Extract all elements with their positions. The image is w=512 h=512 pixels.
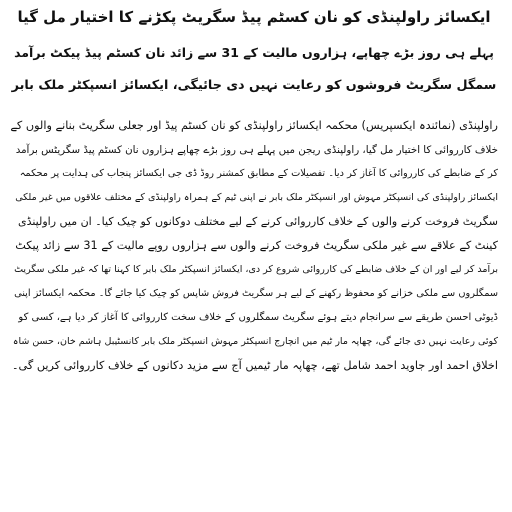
body-line: سگریٹ فروخت کرنے والوں کے خلاف کارروائی کرنے کے لیے مختلف دوکانوں کو چیک کیا۔ ان میں راولپنڈی [17, 215, 498, 228]
body-line: ایکسائز راولپنڈی کی انسپکٹر مہوش اور انسپکٹر ملک بابر نے اپنی ٹیم کے ہمراہ راولپنڈی کے مختلف علاقوں میں غیر ملکی [15, 192, 498, 203]
body-line: کوئی رعایت نہیں دی جائے گی، چھاپہ مار ٹیم میں انچارج انسپکٹر مہوش انسپکٹر ملک بابر کانسٹیبل ہاشم خان، حسن شاہ [12, 336, 498, 347]
subheadline-1: پہلے ہی روز بڑے چھاپے، ہزاروں مالیت کے 31 سے زائد نان کسٹم پیڈ پیکٹ برآمد [14, 45, 494, 60]
subheadline-2: سمگل سگریٹ فروشوں کو رعایت نہیں دی جائیگی، ایکسائز انسپکٹر ملک بابر [11, 78, 497, 93]
body-line: کر کے ضابطے کی کارروائی کا آغاز کر دیا۔ تفصیلات کے مطابق کمشنر روڈ ڈی جی ایکسائز پنجاب کی ہدایت پر محکمہ [19, 168, 498, 179]
body-line: خلاف کارروائی کا اختیار مل گیا، راولپنڈی ریجن میں پہلے ہی روز بڑے چھاپے ہزاروں نان کسٹم پیڈ سگریٹس برآمد [15, 144, 498, 156]
article-body [10, 114, 498, 378]
headline: ایکسائز راولپنڈی کو نان کسٹم پیڈ سگریٹ پکڑنے کا اختیار مل گیا [17, 8, 491, 26]
body-line: اخلاق احمد اور جاوید احمد شامل تھے، چھاپہ مار ٹیمیں آج سے مزید دکانوں کے خلاف کارروائی کریں گی۔ [11, 359, 498, 372]
body-line: سمگلروں سے ملکی خزانے کو محفوظ رکھنے کے لیے ہر سگریٹ فروش شاپس کو چیک کیا جائے گا۔ محکمہ ایکسائز اپنی [14, 288, 498, 299]
body-line: برآمد کر لیے اور ان کے خلاف ضابطے کی کارروائی شروع کر دی، ایکسائز انسپکٹر ملک بابر کا کہنا تھا کہ غیر ملکی سگریٹ [14, 264, 498, 275]
body-line: ڈیوٹی احسن طریقے سے سرانجام دیتے ہوئے سگریٹ سمگلروں کے خلاف سخت کارروائی کا آغاز کر دیا ہے، کسی کو [18, 312, 498, 323]
body-line: کینٹ کے علاقے سے غیر ملکی سگریٹ فروخت کرنے والوں سے ہزاروں روپے مالیت کے 31 سے زائد پیکٹ [15, 239, 498, 252]
body-line: راولپنڈی (نمائندہ ایکسپریس) محکمہ ایکسائز راولپنڈی کو نان کسٹم پیڈ اور جعلی سگریٹ بنانے والوں کے [10, 119, 498, 132]
